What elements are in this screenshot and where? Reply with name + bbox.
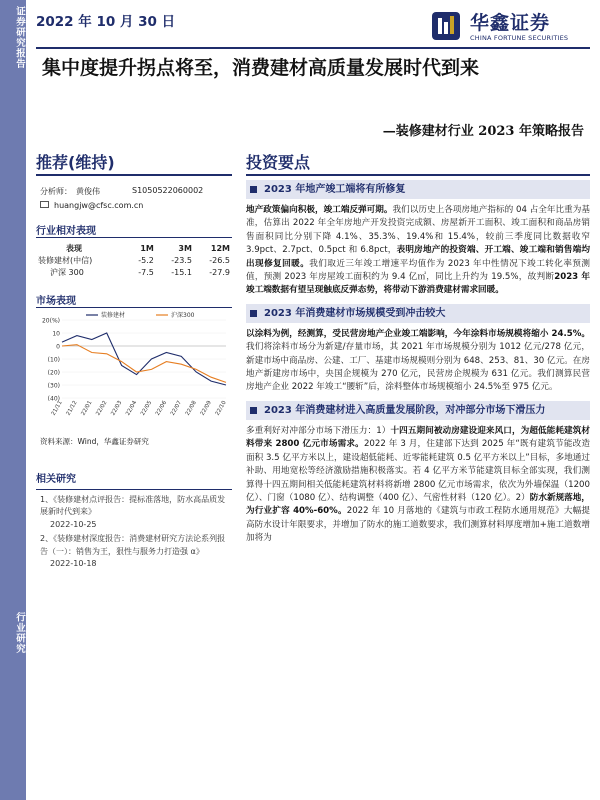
market-heading: 市场表现 — [36, 296, 76, 307]
table-cell: -27.9 — [209, 267, 230, 277]
logo-text-cn: 华鑫证券 — [470, 12, 551, 34]
bold-text: 2023 年竣工端数据有望呈现触底反弹态势，将带动下游消费建材需求回暖。 — [246, 272, 590, 296]
x-tick-label: 22/09 — [199, 400, 213, 417]
y-tick-label: (20) — [47, 369, 60, 377]
paragraph-text: 我们以历史上各项房地产指标的 04 占全年比重为基准，估算出 2022 年全年房地产开发投资完成额、房屋新开工面积、竣工面积和商品房销售面积同比分别下降 4.1%、35.3%、19.4%和 15.4%，较前三季度同比数据收窄 3.9pct、2.7pct、0.5pct 和 6.8pct， — [246, 205, 590, 256]
rating-heading: 推荐(维持) — [36, 153, 115, 172]
y-tick-label: 0 — [56, 343, 60, 351]
bold-text: 防水新规落地，为行业扩容 40%-60%。 — [246, 492, 590, 517]
related-heading: 相关研究 — [36, 474, 76, 485]
report-date: 2022 年 10 月 30 日 — [36, 14, 176, 30]
report-title: 集中度提升拐点将至，消费建材高质量发展时代到来 — [42, 57, 480, 79]
square-bullet-icon — [250, 186, 257, 193]
x-tick-label: 22/03 — [110, 400, 124, 417]
x-tick-label: 22/07 — [169, 400, 184, 417]
left-divider — [36, 174, 232, 176]
bold-text: 表明房地产的投资端、开工端、竣工端和销售端均出现修复回暖。 — [246, 245, 590, 269]
company-logo — [430, 6, 590, 50]
table-cell: -5.2 — [138, 255, 154, 265]
bold-text: 地产政策偏向积极，竣工端反弹可期。 — [246, 205, 393, 215]
header-divider — [36, 47, 590, 49]
analyst-box — [36, 182, 232, 216]
logo-mark-icon — [430, 10, 462, 42]
section-title: 2023 年消费建材进入高质量发展阶段，对冲部分市场下滑压力 — [264, 404, 546, 416]
paragraph-text: 2022 年 3 月，住建部下达到 2025 年“既有建筑节能改造面积 3.5 亿平方米以上，建设超低能耗、近零能耗建筑 0.5 亿平方米以上”目标，多地通过补助、用地宽松等经济激励措施积极落实。若 4 亿平方米节能建筑目标全部实现，我们测算得十四五期间相关低能耗建筑材料将新增 2800 亿元市场需求，依次为外墙保温（1200 亿）、门窗（1080 亿）、结构调整（400 亿）、气密性材料（120 亿）。2） — [246, 439, 590, 503]
bold-text: 以涂料为例，经测算，受民营房地产企业竣工端影响，今年涂料市场规模将缩小 24.5%。 — [246, 328, 590, 339]
section-paragraph — [246, 204, 590, 298]
section-title: 2023 年消费建材市场规模受到冲击较大 — [264, 307, 446, 319]
table-header: 1M — [140, 243, 154, 253]
performance-divider — [36, 237, 232, 238]
related-item[interactable]: 1、《装修建材点评报告：提标准落地，防水高品质发展新时代到来》 — [40, 494, 226, 516]
table-row — [36, 254, 232, 266]
section-title: 2023 年地产竣工端将有所修复 — [264, 184, 406, 195]
square-bullet-icon — [250, 310, 257, 317]
table-cell: -15.1 — [171, 267, 192, 277]
market-performance-chart — [36, 310, 232, 430]
x-tick-label: 21/12 — [65, 400, 79, 417]
performance-table — [36, 242, 232, 278]
legend-label: 装修建材 — [101, 312, 126, 319]
series-line — [62, 345, 226, 383]
sidebar-bottom-text: 行业研究 — [14, 612, 25, 654]
analyst-name: 黄俊伟 — [76, 187, 100, 196]
related-item[interactable]: 2、《装修建材深度报告：消费建材研究方法论系列报告（一）：销售为王，狠性与服务力打造强 α》 — [40, 534, 226, 556]
table-cell: 沪深 300 — [50, 267, 84, 277]
market-divider — [36, 307, 232, 308]
investment-highlights-heading: 投资要点 — [246, 153, 311, 172]
related-date: 2022-10-25 — [50, 519, 97, 529]
table-cell: -7.5 — [138, 267, 154, 277]
analyst-email[interactable]: huangjw@cfsc.com.cn — [54, 201, 144, 210]
bold-text: 十四五期间被动房建设迎来风口，为超低能耗建筑材料带来 2800 亿元市场需求。 — [246, 425, 590, 450]
square-bullet-icon — [250, 407, 257, 414]
legend-label: 沪深300 — [171, 312, 195, 319]
paragraph-text: 2022 年 10 月落地的《建筑与市政工程防水通用规范》大幅提高防水设计年限要求，并增加了防水的施工道数要求，我们测算材料厚度增加+施工道数增加将为 — [246, 506, 590, 544]
related-research — [36, 474, 232, 573]
table-header-row — [36, 242, 232, 254]
section-title-bar — [246, 304, 590, 323]
section-paragraph — [246, 328, 590, 395]
y-tick-label: (40) — [47, 395, 60, 403]
section-title-bar — [246, 401, 590, 420]
x-tick-label: 21/11 — [50, 400, 64, 417]
y-tick-label: 20(%) — [41, 317, 60, 325]
y-tick-label: 10 — [52, 330, 60, 338]
paragraph-text: 我们将涂料市场分为新建/存量市场，其 2021 年市场规模分别为 1012 亿元/278 亿元，新建市场中商品房、公建、工厂、基建市场规模则分别为 648、253、81、30 亿元。在房地产新建房市场中，央国企规模为 270 亿元，民营房企规模为 631 亿元。我们测算民营房地产企业 2022 年竣工“腰斩”后，涂料整体市场规模缩小 24.5%至 975 亿元。 — [246, 342, 590, 393]
analyst-row — [40, 186, 100, 197]
x-tick-label: 22/04 — [125, 400, 139, 417]
table-header: 3M — [178, 243, 192, 253]
logo-text-en: CHINA FORTUNE SECURITIES — [470, 34, 569, 42]
x-tick-label: 22/06 — [154, 400, 169, 417]
table-header: 表现 — [66, 243, 82, 253]
sidebar — [0, 0, 26, 800]
related-divider — [36, 489, 232, 490]
x-tick-label: 22/10 — [214, 400, 228, 417]
x-tick-label: 22/01 — [80, 400, 94, 417]
x-tick-label: 22/05 — [140, 400, 154, 417]
x-tick-label: 22/08 — [184, 400, 198, 417]
performance-heading: 行业相对表现 — [36, 226, 96, 237]
paragraph-text: 多重利好对冲部分市场下滑压力：1） — [246, 425, 391, 436]
mail-icon — [40, 201, 49, 208]
sidebar-top-text: 证券研究报告 — [14, 6, 25, 69]
right-column — [246, 176, 590, 546]
y-tick-label: (30) — [47, 382, 60, 390]
related-date: 2022-10-18 — [50, 559, 97, 568]
table-cell: 装修建材(中信) — [38, 255, 93, 265]
y-tick-label: (10) — [47, 356, 60, 364]
section-paragraph — [246, 425, 590, 546]
report-subtitle: —装修建材行业 2023 年策略报告 — [382, 124, 584, 139]
chart-source: 资料来源：Wind，华鑫证券研究 — [40, 437, 149, 446]
table-cell: -26.5 — [209, 255, 230, 265]
section-title-bar — [246, 180, 590, 199]
table-row — [36, 266, 232, 278]
table-cell: -23.5 — [171, 255, 192, 265]
table-header: 12M — [210, 243, 230, 253]
analyst-label: 分析师： — [40, 187, 72, 196]
analyst-sno: S1050522060002 — [132, 186, 204, 195]
x-tick-label: 22/02 — [95, 400, 109, 417]
paragraph-text: 我们取近三年竣工增速平均值作为 2023 年中性情况下竣工转化率预测值，预测 2023 年房屋竣工面积约为 9.4 亿㎡，同比上升约为 19.5%，故判断 — [246, 258, 590, 283]
